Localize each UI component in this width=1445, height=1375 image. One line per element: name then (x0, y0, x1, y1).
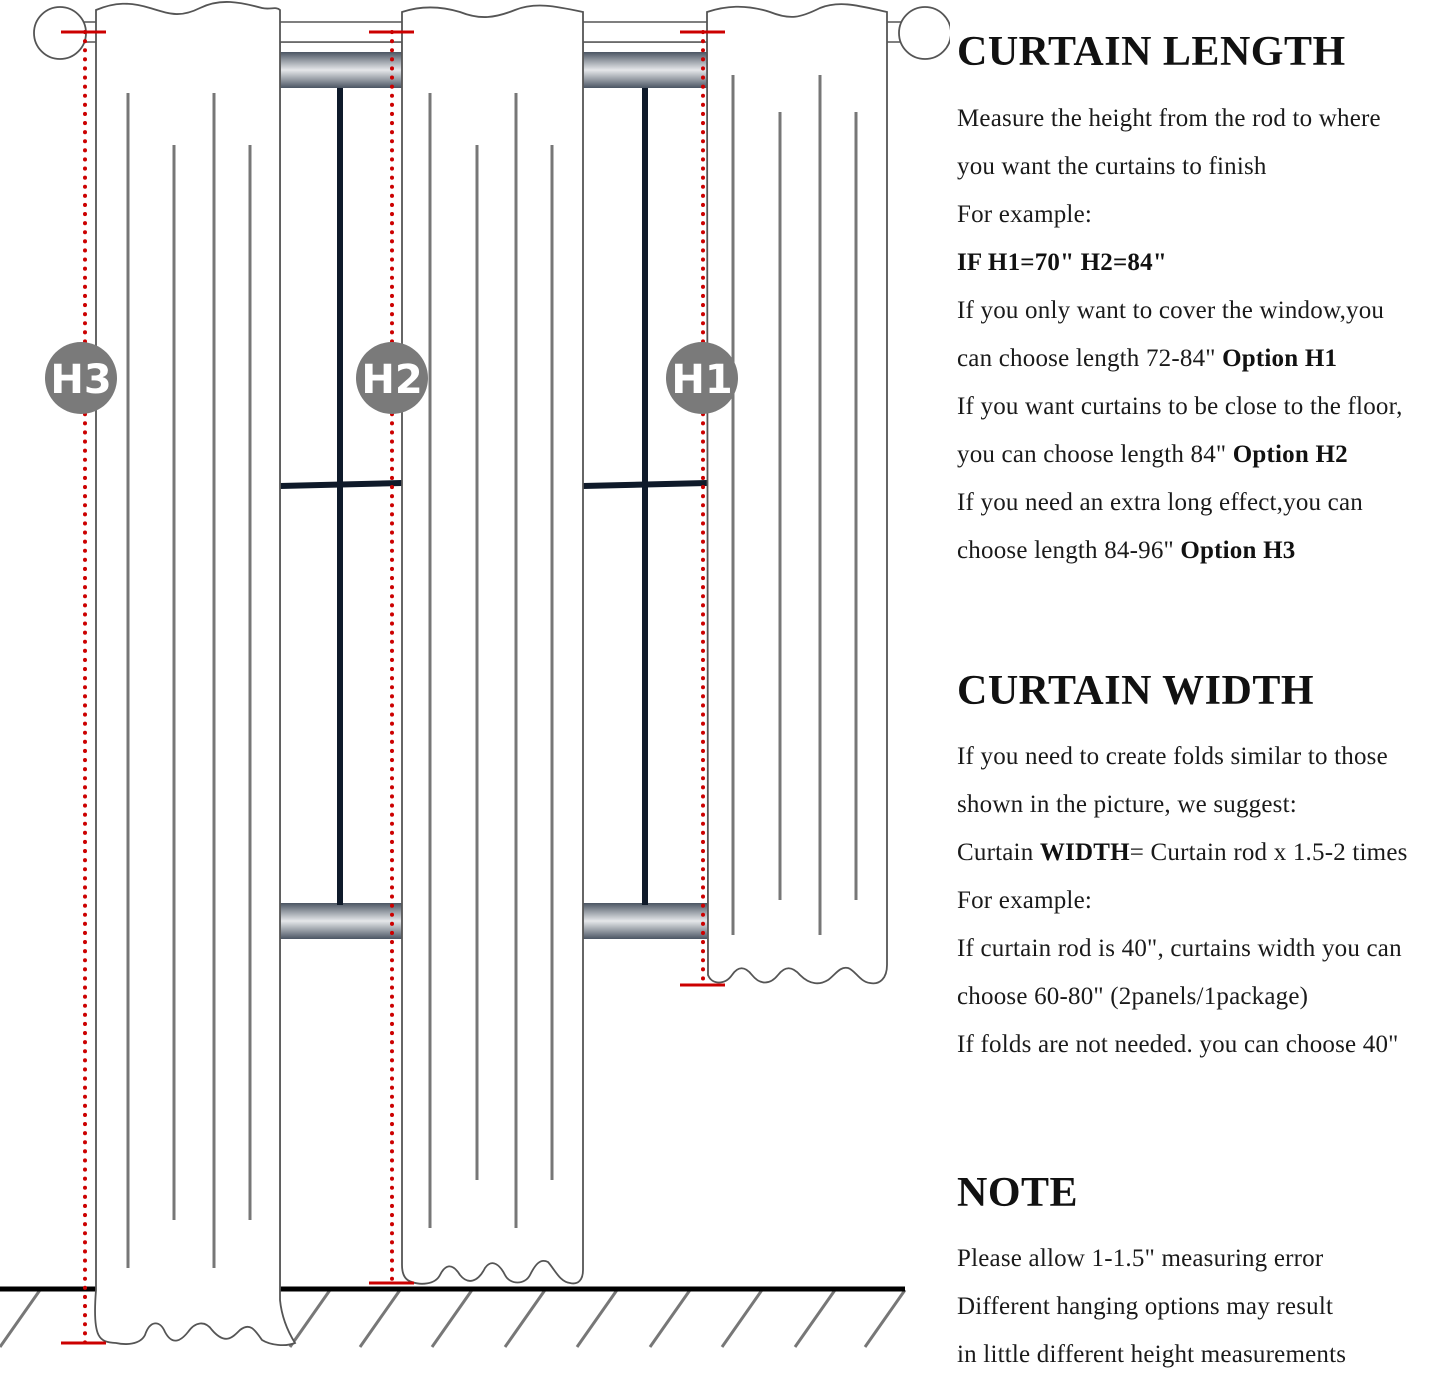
note-line-3: in little different height measurements (957, 1341, 1347, 1368)
svg-text:H2: H2 (361, 357, 423, 403)
width-line-7: If folds are not needed. you can choose 40" (957, 1031, 1399, 1058)
curtain-panel-h1 (707, 4, 887, 983)
curtain-panel-h3 (95, 2, 295, 1345)
width-line-2: shown in the picture, we suggest: (957, 791, 1297, 818)
length-option-h1: can choose length 72-84" Option H1 (957, 345, 1338, 372)
length-example-values: IF H1=70" H2=84" (957, 249, 1167, 276)
note-line-1: Please allow 1-1.5" measuring error (957, 1245, 1324, 1272)
curtain-panel-h2 (402, 6, 583, 1284)
length-option-h3: choose length 84-96" Option H3 (957, 537, 1296, 564)
length-option-h2: you can choose length 84" Option H2 (957, 441, 1348, 468)
svg-text:H3: H3 (50, 357, 112, 403)
length-line-1: Measure the height from the rod to where (957, 105, 1381, 132)
svg-text:H1: H1 (671, 357, 733, 403)
length-line-9: If you need an extra long effect,you can (957, 489, 1363, 516)
length-line-5: If you only want to cover the window,you (957, 297, 1385, 324)
curtain-width-heading: CURTAIN WIDTH (957, 668, 1315, 714)
width-line-5: If curtain rod is 40", curtains width you can (957, 935, 1402, 962)
length-line-3: For example: (957, 201, 1093, 228)
badge-h3 (45, 342, 117, 414)
badge-h2 (356, 342, 428, 414)
curtain-length-heading: CURTAIN LENGTH (957, 29, 1346, 75)
width-line-4: For example: (957, 887, 1093, 914)
width-line-6: choose 60-80" (2panels/1package) (957, 983, 1309, 1010)
length-line-2: you want the curtains to finish (957, 153, 1267, 180)
badge-h1 (666, 342, 738, 414)
note-line-2: Different hanging options may result (957, 1293, 1334, 1320)
note-heading: NOTE (957, 1170, 1079, 1216)
width-line-1: If you need to create folds similar to those (957, 743, 1388, 770)
width-formula: Curtain WIDTH= Curtain rod x 1.5-2 times (957, 839, 1408, 866)
length-line-7: If you want curtains to be close to the floor, (957, 393, 1403, 420)
